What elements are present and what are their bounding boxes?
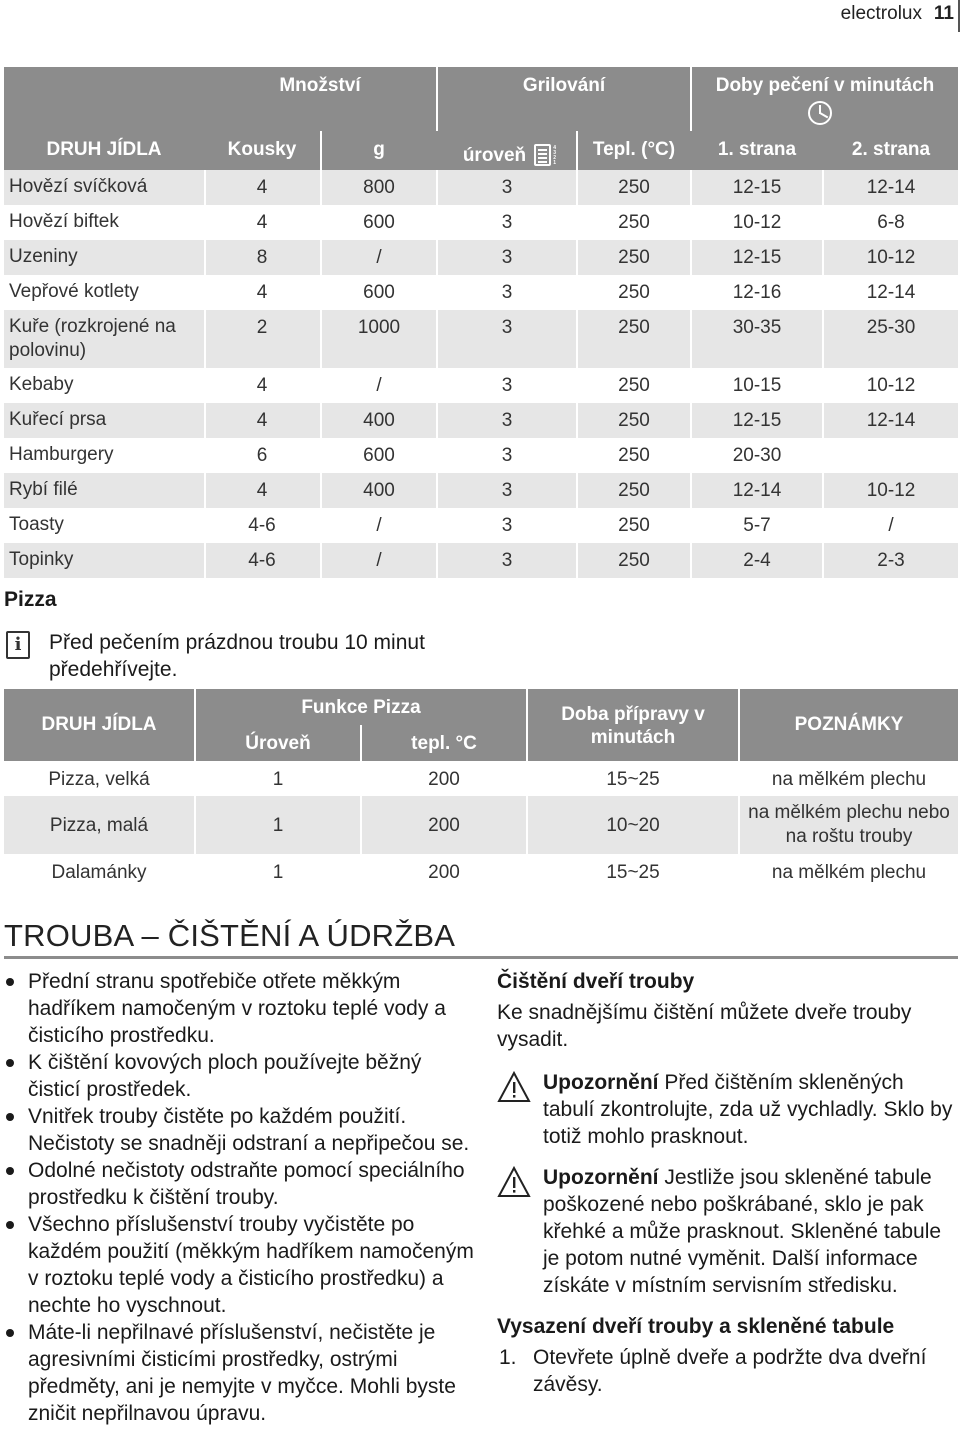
pizza-time-column-header: Doba přípravy v minutách [561,704,705,748]
side2-cell: 10-12 [866,480,916,501]
food-name-cell: Hamburgery [9,444,114,465]
column-divider [360,796,362,854]
column-divider [822,438,824,473]
temp-column-header: Tepl. (°C) [592,139,676,160]
pizza-notes-cell: na mělkém plechu [771,862,927,883]
column-divider [320,508,322,543]
column-divider [320,170,322,205]
level-cell: 3 [501,480,513,501]
column-divider [690,438,692,473]
list-item [497,1344,960,1398]
pizza-heading: Pizza [4,588,57,611]
list-item: Vnitřek trouby čistěte po každém použití. Nečistoty se snadněji odstraní a nepřipečou se. [4,1103,474,1157]
pieces-cell: 2 [256,317,268,338]
pieces-cell: 4 [256,410,268,431]
page-number: 11 [933,3,954,24]
side2-cell: / [888,515,894,536]
side1-cell: 12-15 [732,410,782,431]
list-item: Odolné nečistoty odstraňte pomocí speciálního prostředku k čištění trouby. [4,1157,474,1211]
grams-cell: 600 [363,445,395,466]
column-divider [194,761,196,796]
column-divider [738,796,740,854]
table-row [4,438,958,473]
warning-icon [497,1071,531,1103]
quantity-group-header: Množství [279,75,361,96]
column-divider [822,240,824,275]
grams-cell: / [376,550,382,571]
column-divider [320,543,322,578]
list-item: Všechno příslušenství trouby vyčistěte po každém použití (měkkým hadříkem namočeným v roztoku teplé vody a čisticího prostředku) a nechte ho vyschnout. [4,1211,474,1319]
warning-note [497,1164,960,1299]
list-item: K čištění kovových ploch používejte běžný čisticí prostředek. [4,1049,474,1103]
pieces-cell: 4 [256,177,268,198]
food-name-cell: Kebaby [9,374,74,395]
level-cell: 3 [501,550,513,571]
column-divider [436,67,438,131]
page-header [0,0,960,30]
side1-cell: 12-14 [732,480,782,501]
warning-label: Upozornění [543,1166,659,1189]
table-row [4,310,958,368]
column-divider [320,205,322,240]
table-row [4,761,958,796]
level-cell: 3 [501,212,513,233]
grams-cell: 400 [363,480,395,501]
column-divider [436,310,438,368]
column-divider [822,275,824,310]
column-divider [576,438,578,473]
column-divider [526,689,528,761]
list-item: Máte-li nepřilnavé příslušenství, nečistěte je agresivními čisticími prostředky, ostrými předměty, ani je nemyjte v myčce. Mohli byste zničit nepřilnavou úpravu. [4,1319,474,1427]
table-row [4,205,958,240]
column-divider [320,275,322,310]
column-divider [204,170,206,205]
door-removal-heading: Vysazení dveří trouby a skleněné tabule [497,1315,895,1338]
food-name-cell: Topinky [9,549,74,570]
column-divider [690,67,692,131]
level-cell: 3 [501,515,513,536]
door-cleaning-heading: Čištění dveří trouby [497,970,695,993]
side2-cell: 12-14 [866,410,916,431]
temp-cell: 250 [618,550,650,571]
column-divider [690,543,692,578]
pizza-time-cell: 10~20 [606,815,660,836]
column-divider [576,368,578,403]
side1-cell: 12-16 [732,282,782,303]
list-item: Přední stranu spotřebiče otřete měkkým hadříkem namočeným v roztoku teplé vody a čisticího prostředku. [4,968,474,1049]
side1-column-header: 1. strana [717,139,797,160]
column-divider [436,240,438,275]
pizza-notes-column-header: POZNÁMKY [794,714,904,735]
grams-column-header: g [373,139,385,160]
food-name-cell: Kuřecí prsa [9,409,107,430]
table-row [4,543,958,578]
side1-cell: 30-35 [732,317,782,338]
food-name-cell: Toasty [9,514,64,535]
column-divider [436,438,438,473]
step-number: 1. [499,1346,517,1369]
section-divider [4,956,958,959]
pizza-table [4,689,958,889]
food-name-cell: Uzeniny [9,246,78,267]
column-divider [690,473,692,508]
side2-cell: 12-14 [866,282,916,303]
level-cell: 3 [501,375,513,396]
level-column-header [438,144,576,167]
column-divider [690,240,692,275]
pizza-food-cell: Pizza, velká [48,769,150,790]
column-divider [822,508,824,543]
column-divider [194,854,196,889]
temp-cell: 250 [618,375,650,396]
pizza-level-column-header: Úroveň [245,733,311,754]
temp-cell: 250 [618,247,650,268]
pizza-function-header: Funkce Pizza [301,697,421,718]
level-cell: 3 [501,177,513,198]
temp-cell: 250 [618,445,650,466]
column-divider [360,725,362,761]
side1-cell: 10-15 [732,375,782,396]
times-group-header: Doby pečení v minutách [715,75,935,96]
pieces-cell: 4-6 [248,515,276,536]
column-divider [526,761,528,796]
column-divider [436,473,438,508]
column-divider [822,170,824,205]
column-divider [204,543,206,578]
warning-label: Upozornění [543,1071,659,1094]
food-name-cell: Hovězí biftek [9,211,119,232]
pizza-temp-cell: 200 [428,815,460,836]
column-divider [320,403,322,438]
column-divider [360,854,362,889]
column-divider [204,240,206,275]
column-divider [320,438,322,473]
side2-cell: 12-14 [866,177,916,198]
column-divider [738,689,740,761]
table-row [4,854,958,889]
side2-cell: 25-30 [866,317,916,338]
table-row [4,796,958,854]
grams-cell: / [376,247,382,268]
pizza-level-cell: 1 [272,815,284,836]
column-divider [690,170,692,205]
column-divider [436,205,438,240]
temp-cell: 250 [618,480,650,501]
column-divider [576,275,578,310]
grams-cell: 600 [363,212,395,233]
column-divider [204,205,206,240]
pizza-temp-cell: 200 [428,862,460,883]
column-divider [576,473,578,508]
section-title: TROUBA – ČIŠTĚNÍ A ÚDRŽBA [4,918,456,953]
table-row [4,403,958,438]
pieces-cell: 4 [256,375,268,396]
table-row [4,275,958,310]
column-divider [320,240,322,275]
door-cleaning-text: Ke snadnějšímu čištění můžete dveře trouby vysadit. [497,1001,912,1051]
step-text: Otevřete úplně dveře a podržte dva dveřní závěsy. [533,1346,927,1396]
grams-cell: / [376,375,382,396]
pieces-cell: 4-6 [248,550,276,571]
column-divider [436,170,438,205]
side2-cell: 10-12 [866,375,916,396]
cleaning-bullets [4,968,474,1427]
pizza-food-cell: Dalamánky [51,862,147,883]
grams-cell: 800 [363,177,395,198]
column-divider [436,508,438,543]
column-divider [576,310,578,368]
column-divider [690,205,692,240]
column-divider [822,368,824,403]
grill-table-column-header [4,131,958,170]
temp-cell: 250 [618,317,650,338]
temp-cell: 250 [618,212,650,233]
pizza-food-column-header: DRUH JÍDLA [41,714,157,735]
temp-cell: 250 [618,515,650,536]
food-name-cell: Vepřové kotlety [9,281,139,302]
table-row [4,473,958,508]
food-column-header: DRUH JÍDLA [46,139,162,160]
level-cell: 3 [501,247,513,268]
pizza-notes-cell: na mělkém plechu nebo na roštu trouby [748,802,950,847]
column-divider [204,403,206,438]
column-divider [204,275,206,310]
level-cell: 3 [501,445,513,466]
column-divider [690,310,692,368]
column-divider [436,543,438,578]
grill-table-group-header [4,67,958,131]
pizza-level-cell: 1 [272,769,284,790]
column-divider [690,368,692,403]
level-column-label: úroveň [462,145,527,166]
warning-icon [497,1166,531,1198]
temp-cell: 250 [618,410,650,431]
column-divider [526,854,528,889]
side1-cell: 10-12 [732,212,782,233]
door-cleaning-column [497,968,960,1398]
level-cell: 3 [501,410,513,431]
grams-cell: 400 [363,410,395,431]
pizza-level-cell: 1 [272,862,284,883]
side1-cell: 5-7 [743,515,771,536]
column-divider [320,368,322,403]
warning-text: Jestliže jsou skleněné tabule poškozené nebo poškrábané, sklo je pak křehké a může prasknout. Skleněné tabule je potom nutné vyměnit. Další informace získáte v místním servisním středisku. [543,1166,942,1297]
column-divider [576,205,578,240]
column-divider [360,761,362,796]
pizza-temp-cell: 200 [428,769,460,790]
column-divider [690,275,692,310]
column-divider [822,543,824,578]
column-divider [690,403,692,438]
side1-cell: 20-30 [732,445,782,466]
column-divider [576,131,578,170]
pizza-info-text: Před pečením prázdnou troubu 10 minut předehřívejte. [49,631,425,681]
column-divider [738,854,740,889]
grams-cell: / [376,515,382,536]
level-cell: 3 [501,282,513,303]
clock-icon [808,101,832,125]
column-divider [526,796,528,854]
column-divider [204,368,206,403]
column-divider [436,403,438,438]
pizza-table-header [4,689,958,761]
column-divider [436,368,438,403]
pieces-cell: 4 [256,480,268,501]
column-divider [194,689,196,761]
temp-cell: 250 [618,282,650,303]
temp-cell: 250 [618,177,650,198]
table-row [4,368,958,403]
column-divider [204,310,206,368]
food-name-cell: Rybí filé [9,479,78,500]
pieces-cell: 6 [256,445,268,466]
column-divider [576,240,578,275]
column-divider [204,508,206,543]
column-divider [576,543,578,578]
warning-text: Před čištěním skleněných tabulí zkontrolujte, zda už vychladly. Sklo by totiž mohlo prasknout. [543,1071,953,1148]
side2-cell: 10-12 [866,247,916,268]
pizza-notes-cell: na mělkém plechu [771,769,927,790]
column-divider [204,473,206,508]
shelf-level-icon: 4 3 2 1 [534,144,551,166]
side2-cell: 2-3 [877,550,905,571]
warning-note [497,1069,960,1150]
column-divider [822,310,824,368]
table-row [4,240,958,275]
pizza-time-cell: 15~25 [606,769,660,790]
column-divider [320,473,322,508]
pizza-temp-column-header: tepl. °C [411,733,477,754]
column-divider [576,403,578,438]
side1-cell: 12-15 [732,177,782,198]
column-divider [320,131,322,170]
info-icon: i [6,631,30,659]
food-name-cell: Kuře (rozkrojené na polovinu) [9,316,176,361]
side2-cell: 6-8 [877,212,905,233]
column-divider [576,508,578,543]
column-divider [822,403,824,438]
level-cell: 3 [501,317,513,338]
side2-column-header: 2. strana [851,139,931,160]
column-divider [320,310,322,368]
pieces-column-header: Kousky [227,139,297,160]
side1-cell: 2-4 [743,550,771,571]
food-name-cell: Hovězí svíčková [9,176,148,197]
column-divider [204,438,206,473]
side1-cell: 12-15 [732,247,782,268]
pieces-cell: 4 [256,212,268,233]
pizza-time-cell: 15~25 [606,862,660,883]
pizza-food-cell: Pizza, malá [49,815,149,836]
table-row [4,508,958,543]
column-divider [822,473,824,508]
grams-cell: 1000 [357,317,401,338]
pieces-cell: 8 [256,247,268,268]
table-row [4,170,958,205]
grilling-group-header: Grilování [522,75,606,96]
brand-name: electrolux [840,3,922,24]
column-divider [738,761,740,796]
column-divider [822,205,824,240]
column-divider [194,796,196,854]
pieces-cell: 4 [256,282,268,303]
column-divider [576,170,578,205]
column-divider [690,508,692,543]
grams-cell: 600 [363,282,395,303]
grill-table [4,67,958,578]
column-divider [436,275,438,310]
